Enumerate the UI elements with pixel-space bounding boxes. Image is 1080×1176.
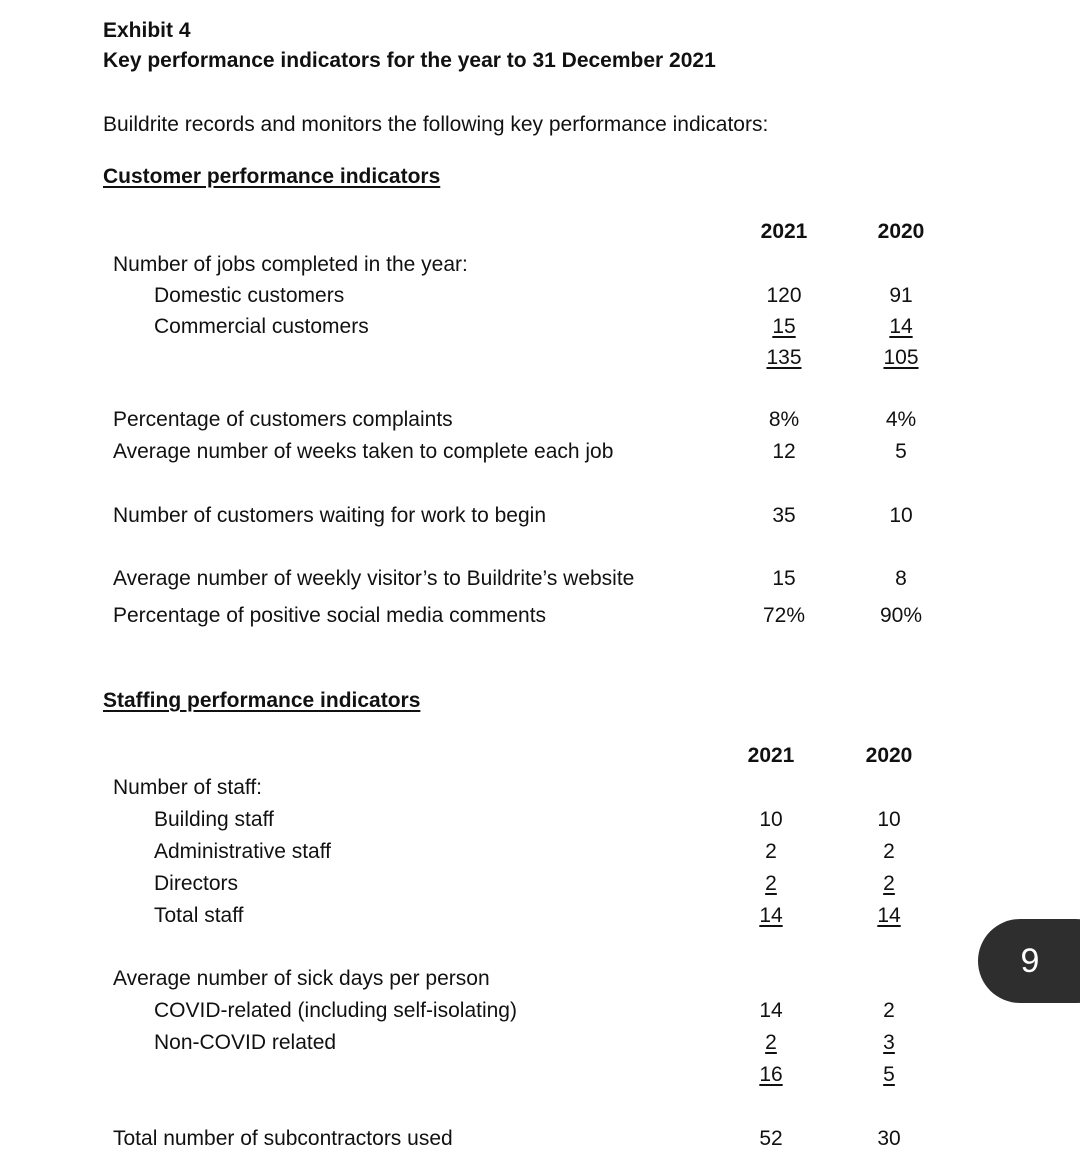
building-2020: 10	[877, 808, 901, 831]
covid-label: COVID-related (including self-isolating)	[154, 999, 517, 1022]
social-2021: 72%	[762, 604, 806, 627]
staffing-heading: Staffing performance indicators	[103, 689, 421, 712]
exhibit-label: Exhibit 4	[103, 19, 191, 42]
subcontractors-2021: 52	[759, 1127, 783, 1150]
domestic-2021: 120	[766, 284, 802, 307]
complaints-2020: 4%	[885, 408, 917, 431]
jobs-total-2021: 135	[766, 346, 802, 369]
covid-2021: 14	[759, 999, 783, 1022]
visitors-label: Average number of weekly visitor’s to Buildrite’s website	[113, 567, 635, 590]
weeks-label: Average number of weeks taken to complete each job	[113, 440, 614, 463]
sick-label: Average number of sick days per person	[113, 967, 490, 990]
admin-label: Administrative staff	[154, 840, 332, 863]
page-number-badge	[978, 919, 1080, 1003]
staff-label: Number of staff:	[113, 776, 263, 799]
weeks-2021: 12	[772, 440, 796, 463]
customer-heading: Customer performance indicators	[103, 165, 441, 188]
social-2020: 90%	[879, 604, 923, 627]
page-number: 9	[1020, 942, 1040, 980]
exhibit-intro: Buildrite records and monitors the following key performance indicators:	[103, 113, 769, 136]
noncovid-2021: 2	[765, 1031, 777, 1054]
sick-total-2020: 5	[883, 1063, 895, 1086]
domestic-2020: 91	[889, 284, 913, 307]
social-label: Percentage of positive social media comments	[113, 604, 547, 627]
directors-2020: 2	[883, 872, 895, 895]
staffing-col-2020: 2020	[865, 744, 913, 767]
commercial-2020: 14	[889, 315, 913, 338]
complaints-2021: 8%	[768, 408, 800, 431]
covid-2020: 2	[883, 999, 895, 1022]
total-staff-label: Total staff	[154, 904, 244, 927]
directors-label: Directors	[154, 872, 239, 895]
customer-col-2020: 2020	[877, 220, 925, 243]
admin-2020: 2	[883, 840, 895, 863]
total-staff-2021: 14	[759, 904, 783, 927]
noncovid-2020: 3	[883, 1031, 895, 1054]
jobs-total-2020: 105	[883, 346, 919, 369]
customer-col-2021: 2021	[760, 220, 808, 243]
waiting-label: Number of customers waiting for work to begin	[113, 504, 547, 527]
waiting-2021: 35	[772, 504, 796, 527]
jobs-label: Number of jobs completed in the year:	[113, 253, 468, 276]
total-staff-2020: 14	[877, 904, 901, 927]
admin-2021: 2	[765, 840, 777, 863]
noncovid-label: Non-COVID related	[154, 1031, 337, 1054]
weeks-2020: 5	[895, 440, 907, 463]
staffing-col-2021: 2021	[747, 744, 795, 767]
complaints-label: Percentage of customers complaints	[113, 408, 453, 431]
domestic-label: Domestic customers	[154, 284, 345, 307]
subcontractors-2020: 30	[877, 1127, 901, 1150]
commercial-2021: 15	[772, 315, 796, 338]
visitors-2021: 15	[772, 567, 796, 590]
building-label: Building staff	[154, 808, 274, 831]
building-2021: 10	[759, 808, 783, 831]
subcontractors-label: Total number of subcontractors used	[113, 1127, 453, 1150]
sick-total-2021: 16	[759, 1063, 783, 1086]
commercial-label: Commercial customers	[154, 315, 369, 338]
directors-2021: 2	[765, 872, 777, 895]
exhibit-title: Key performance indicators for the year to 31 December 2021	[103, 49, 716, 72]
visitors-2020: 8	[895, 567, 907, 590]
waiting-2020: 10	[889, 504, 913, 527]
